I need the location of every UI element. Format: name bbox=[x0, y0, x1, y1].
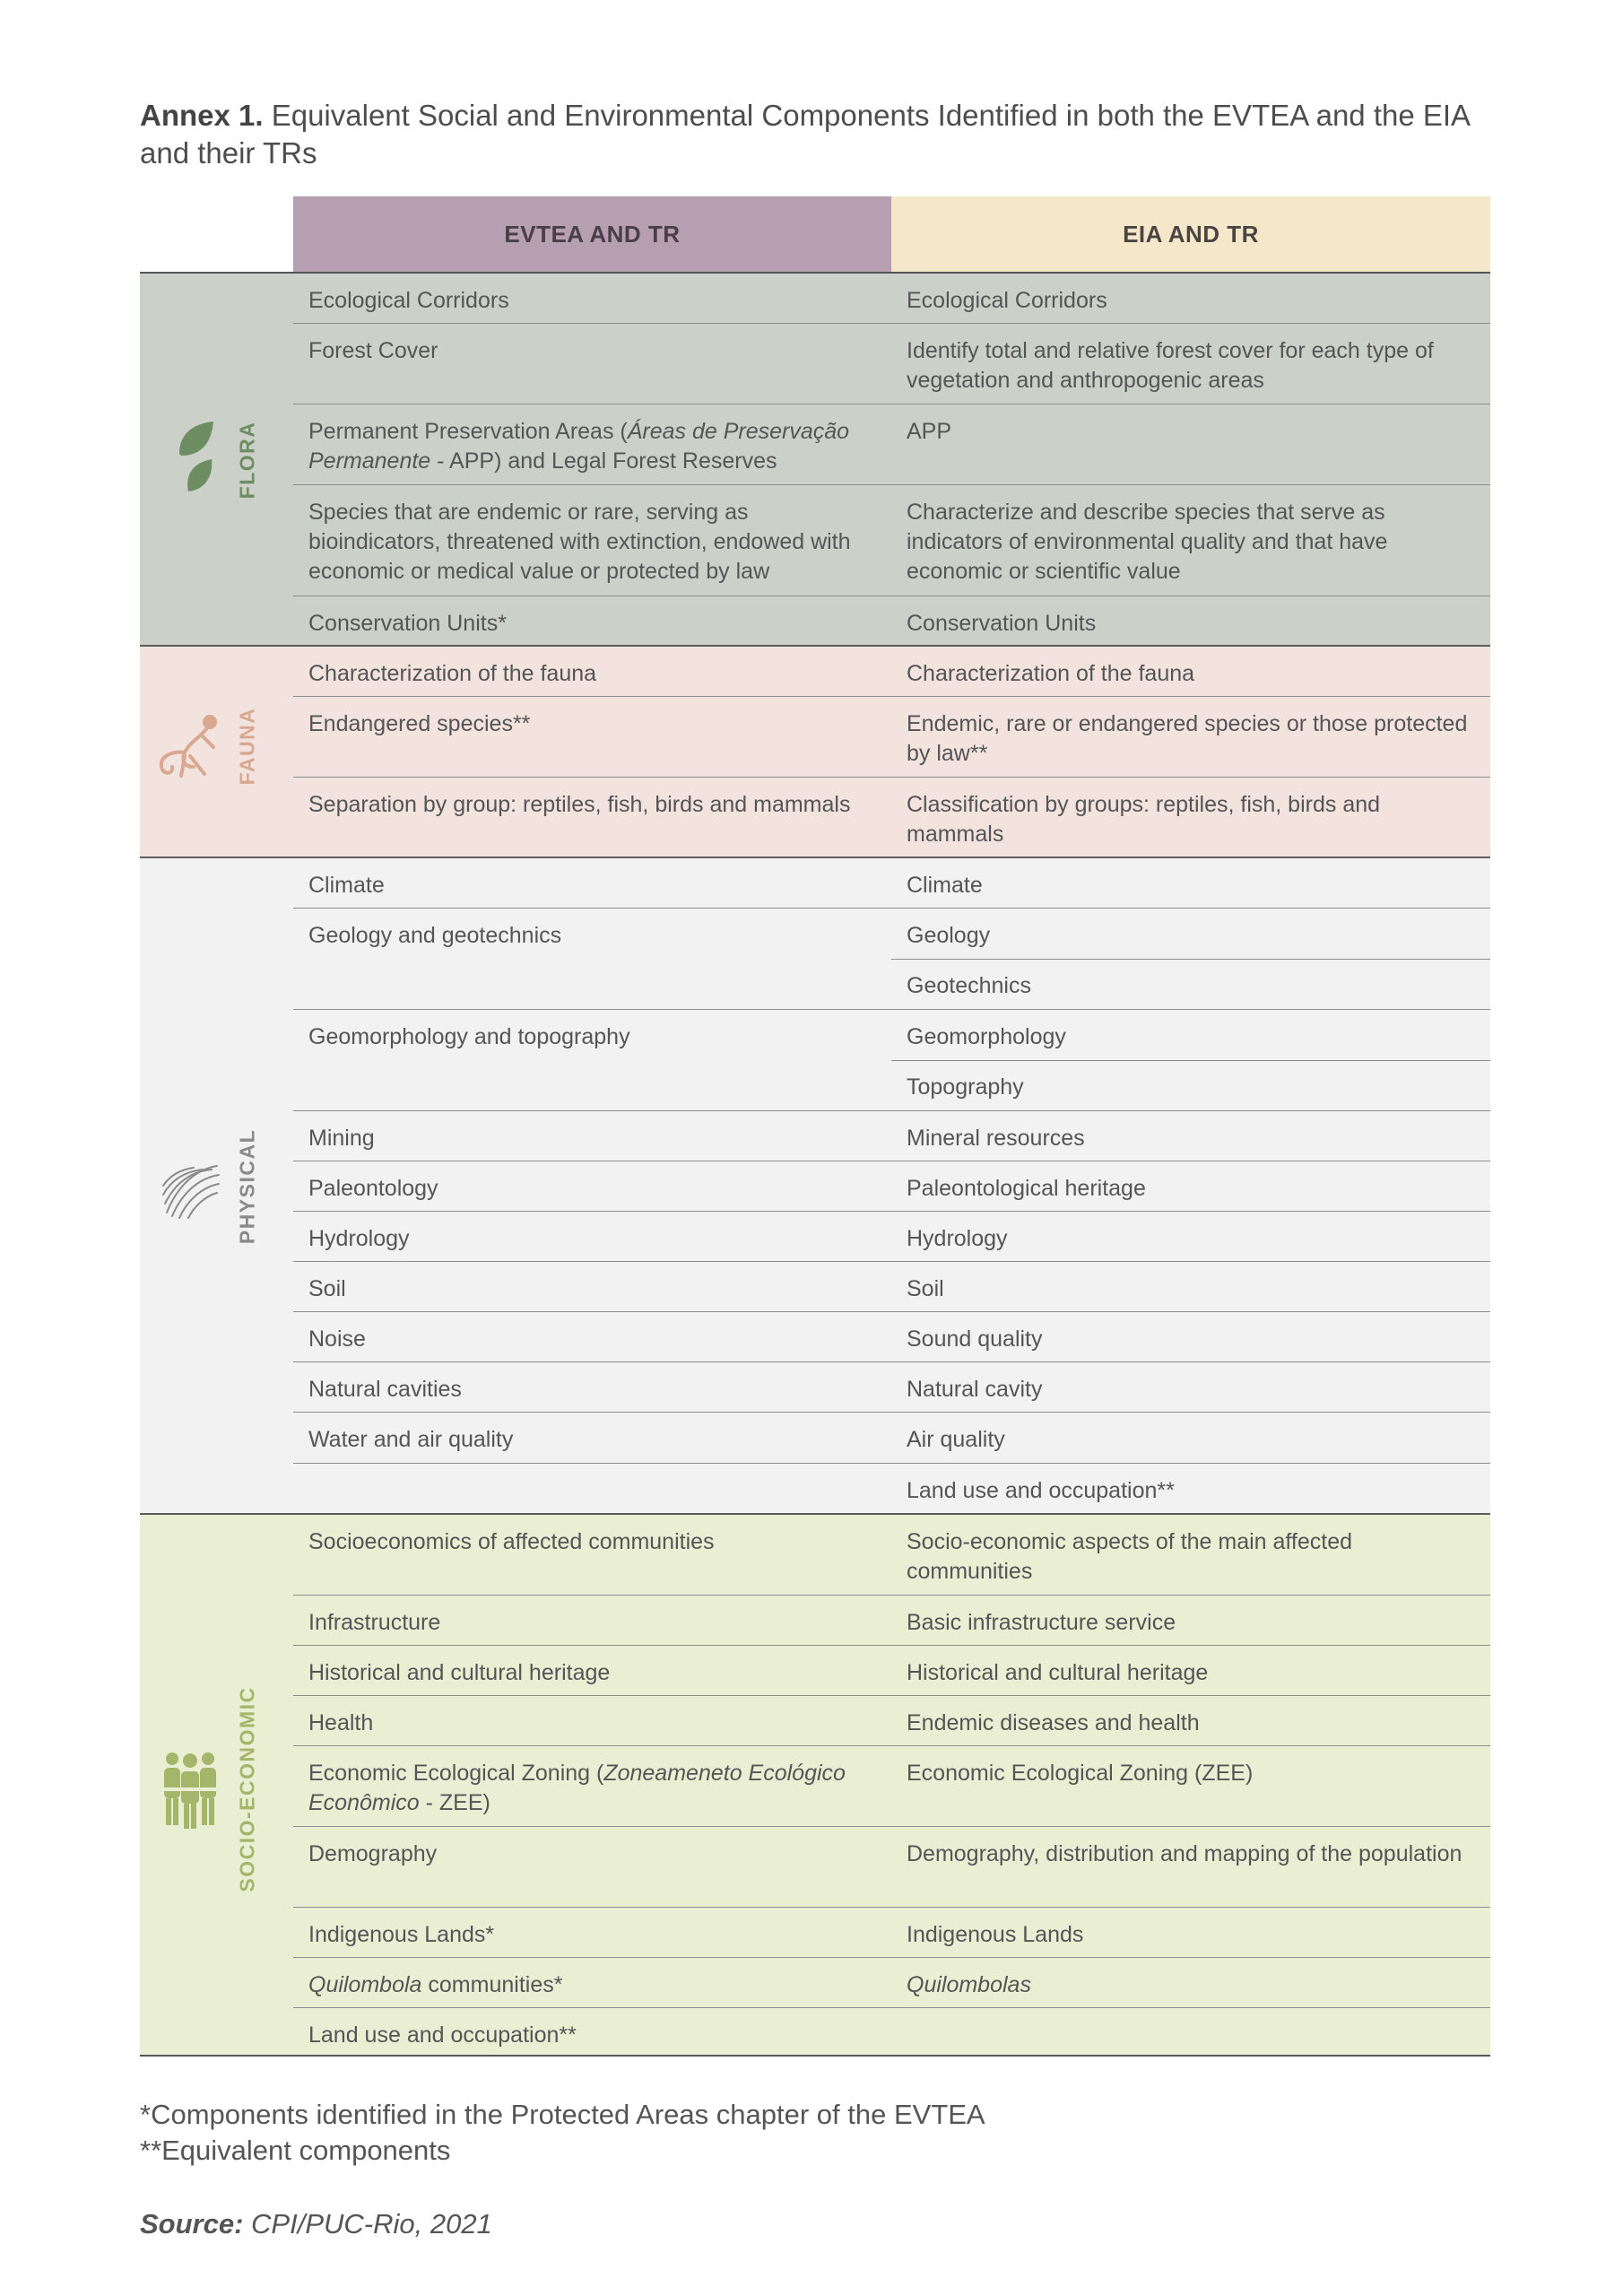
fingerprint-icon bbox=[160, 1159, 222, 1222]
section-label-flora: FLORA bbox=[235, 421, 259, 500]
evtea-cell: Land use and occupation** bbox=[308, 2022, 577, 2048]
evtea-cell: Paleontology bbox=[308, 1176, 438, 1201]
table-row bbox=[293, 909, 1490, 1010]
evtea-cell: Geomorphology and topography bbox=[308, 1024, 630, 1049]
eia-cell: Endemic diseases and health bbox=[907, 1710, 1200, 1735]
evtea-cell: Indigenous Lands* bbox=[308, 1922, 495, 1947]
eia-cell: Mineral resources bbox=[907, 1126, 1085, 1151]
table-row bbox=[293, 1111, 1490, 1161]
eia-cell: Climate bbox=[907, 873, 983, 898]
evtea-cell: Conservation Units* bbox=[308, 611, 507, 636]
table-row bbox=[293, 1161, 1490, 1212]
table-row bbox=[293, 858, 1490, 909]
section-physical bbox=[140, 858, 1490, 1515]
eia-cell: Geotechnics bbox=[907, 973, 1031, 998]
table-row bbox=[293, 2008, 1490, 2057]
evtea-cell: Natural cavities bbox=[308, 1377, 462, 1402]
table-row bbox=[293, 1596, 1490, 1646]
table-row bbox=[293, 778, 1490, 858]
evtea-cell: Hydrology bbox=[308, 1226, 410, 1251]
eia-cell: Quilombolas bbox=[907, 1972, 1031, 1997]
evtea-cell: Endangered species** bbox=[308, 711, 531, 736]
table-row bbox=[293, 1515, 1490, 1596]
section-flora bbox=[140, 274, 1490, 647]
section-label-physical: PHYSICAL bbox=[235, 1128, 259, 1245]
eia-cell: Soil bbox=[907, 1276, 944, 1301]
footnote-1: *Components identified in the Protected Areas chapter of the EVTEA bbox=[140, 2099, 985, 2130]
evtea-cell: Mining bbox=[308, 1126, 375, 1151]
table-row bbox=[293, 1646, 1490, 1696]
source-text: CPI/PUC-Rio, 2021 bbox=[251, 2208, 492, 2239]
eia-cell: Basic infrastructure service bbox=[907, 1610, 1176, 1635]
header-evtea: EVTEA AND TR bbox=[293, 196, 891, 272]
eia-cell: Sound quality bbox=[907, 1326, 1043, 1352]
table-row bbox=[293, 1958, 1490, 2008]
evtea-cell: Health bbox=[308, 1710, 374, 1735]
eia-cell: Socio-economic aspects of the main affected communities bbox=[907, 1529, 1353, 1584]
table-row bbox=[293, 1827, 1490, 1908]
evtea-cell: Soil bbox=[308, 1276, 346, 1301]
table-row bbox=[293, 1010, 1490, 1111]
evtea-cell: Demography bbox=[308, 1841, 438, 1866]
header-eia: EIA AND TR bbox=[891, 196, 1490, 272]
table-row bbox=[293, 647, 1490, 697]
eia-cell: APP bbox=[907, 419, 952, 444]
table-row bbox=[293, 1413, 1490, 1464]
table-row bbox=[293, 1212, 1490, 1262]
section-label-socio: SOCIO-ECONOMIC bbox=[235, 1686, 259, 1892]
eia-cell: Geology bbox=[907, 923, 991, 948]
table-row bbox=[293, 324, 1490, 404]
table-row bbox=[293, 1362, 1490, 1413]
eia-cell: Hydrology bbox=[907, 1226, 1008, 1251]
section-label-fauna: FAUNA bbox=[235, 707, 259, 786]
section-socio bbox=[140, 1515, 1490, 2057]
eia-cell: Demography, distribution and mapping of the population bbox=[907, 1841, 1462, 1866]
eia-cell: Classification by groups: reptiles, fish, birds and mammals bbox=[907, 792, 1381, 847]
table-row bbox=[293, 274, 1490, 324]
eia-cell: Identify total and relative forest cover for each type of vegetation and anthropogenic areas bbox=[907, 338, 1434, 393]
table-row bbox=[293, 596, 1490, 647]
monkey-icon bbox=[154, 711, 222, 783]
table-row bbox=[293, 1746, 1490, 1827]
eia-cell: Characterize and describe species that serve as indicators of environmental quality and that have economic or scientific value bbox=[907, 500, 1388, 584]
title-text: Equivalent Social and Environmental Components Identified in both the EVTEA and the EIA and their TRs bbox=[140, 99, 1470, 170]
evtea-cell: Quilombola communities* bbox=[308, 1972, 563, 1997]
eia-cell: Historical and cultural heritage bbox=[907, 1660, 1209, 1685]
eia-cell: Conservation Units bbox=[907, 611, 1097, 636]
table-row bbox=[293, 485, 1490, 596]
eia-cell: Economic Ecological Zoning (ZEE) bbox=[907, 1761, 1254, 1786]
eia-cell: Ecological Corridors bbox=[907, 288, 1107, 313]
evtea-cell: Historical and cultural heritage bbox=[308, 1660, 611, 1685]
title-bold: Annex 1. bbox=[140, 99, 264, 132]
table-row bbox=[293, 1696, 1490, 1746]
eia-cell: Endemic, rare or endangered species or those protected by law** bbox=[907, 711, 1468, 766]
eia-cell: Air quality bbox=[907, 1427, 1005, 1452]
evtea-cell: Forest Cover bbox=[308, 338, 438, 363]
eia-cell: Paleontological heritage bbox=[907, 1176, 1146, 1201]
eia-cell: Geomorphology bbox=[907, 1024, 1066, 1049]
eia-cell: Natural cavity bbox=[907, 1377, 1043, 1402]
evtea-cell: Socioeconomics of affected communities bbox=[308, 1529, 715, 1554]
table-row bbox=[293, 404, 1490, 485]
evtea-cell: Characterization of the fauna bbox=[308, 661, 597, 686]
leaf-icon bbox=[176, 420, 215, 495]
people-icon bbox=[160, 1750, 221, 1831]
footnote-2: **Equivalent components bbox=[140, 2135, 451, 2166]
evtea-cell: Ecological Corridors bbox=[308, 288, 509, 313]
source-bold: Source: bbox=[140, 2208, 244, 2239]
table-row bbox=[293, 1312, 1490, 1362]
eia-cell: Indigenous Lands bbox=[907, 1922, 1084, 1947]
evtea-cell: Noise bbox=[308, 1326, 366, 1352]
evtea-cell: Water and air quality bbox=[308, 1427, 514, 1452]
table-row bbox=[293, 1908, 1490, 1958]
evtea-cell: Permanent Preservation Areas (Áreas de Preservação Permanente - APP) and Legal Forest Reserves bbox=[308, 419, 850, 474]
evtea-cell: Economic Ecological Zoning (Zoneameneto Ecológico Econômico - ZEE) bbox=[308, 1761, 846, 1815]
evtea-cell: Geology and geotechnics bbox=[308, 923, 562, 948]
table-row bbox=[293, 1464, 1490, 1515]
eia-cell: Topography bbox=[907, 1074, 1024, 1100]
evtea-cell: Climate bbox=[308, 873, 385, 898]
evtea-cell: Species that are endemic or rare, serving as bioindicators, threatened with extinction, endowed with economic or medical value or protected by law bbox=[308, 500, 851, 584]
evtea-cell: Infrastructure bbox=[308, 1610, 441, 1635]
evtea-cell: Separation by group: reptiles, fish, birds and mammals bbox=[308, 792, 851, 817]
section-fauna bbox=[140, 647, 1490, 858]
table-row bbox=[293, 697, 1490, 778]
page-title bbox=[140, 97, 1485, 172]
eia-cell: Characterization of the fauna bbox=[907, 661, 1195, 686]
eia-cell: Land use and occupation** bbox=[907, 1478, 1175, 1503]
source-line bbox=[140, 2208, 492, 2240]
table-row bbox=[293, 1262, 1490, 1312]
